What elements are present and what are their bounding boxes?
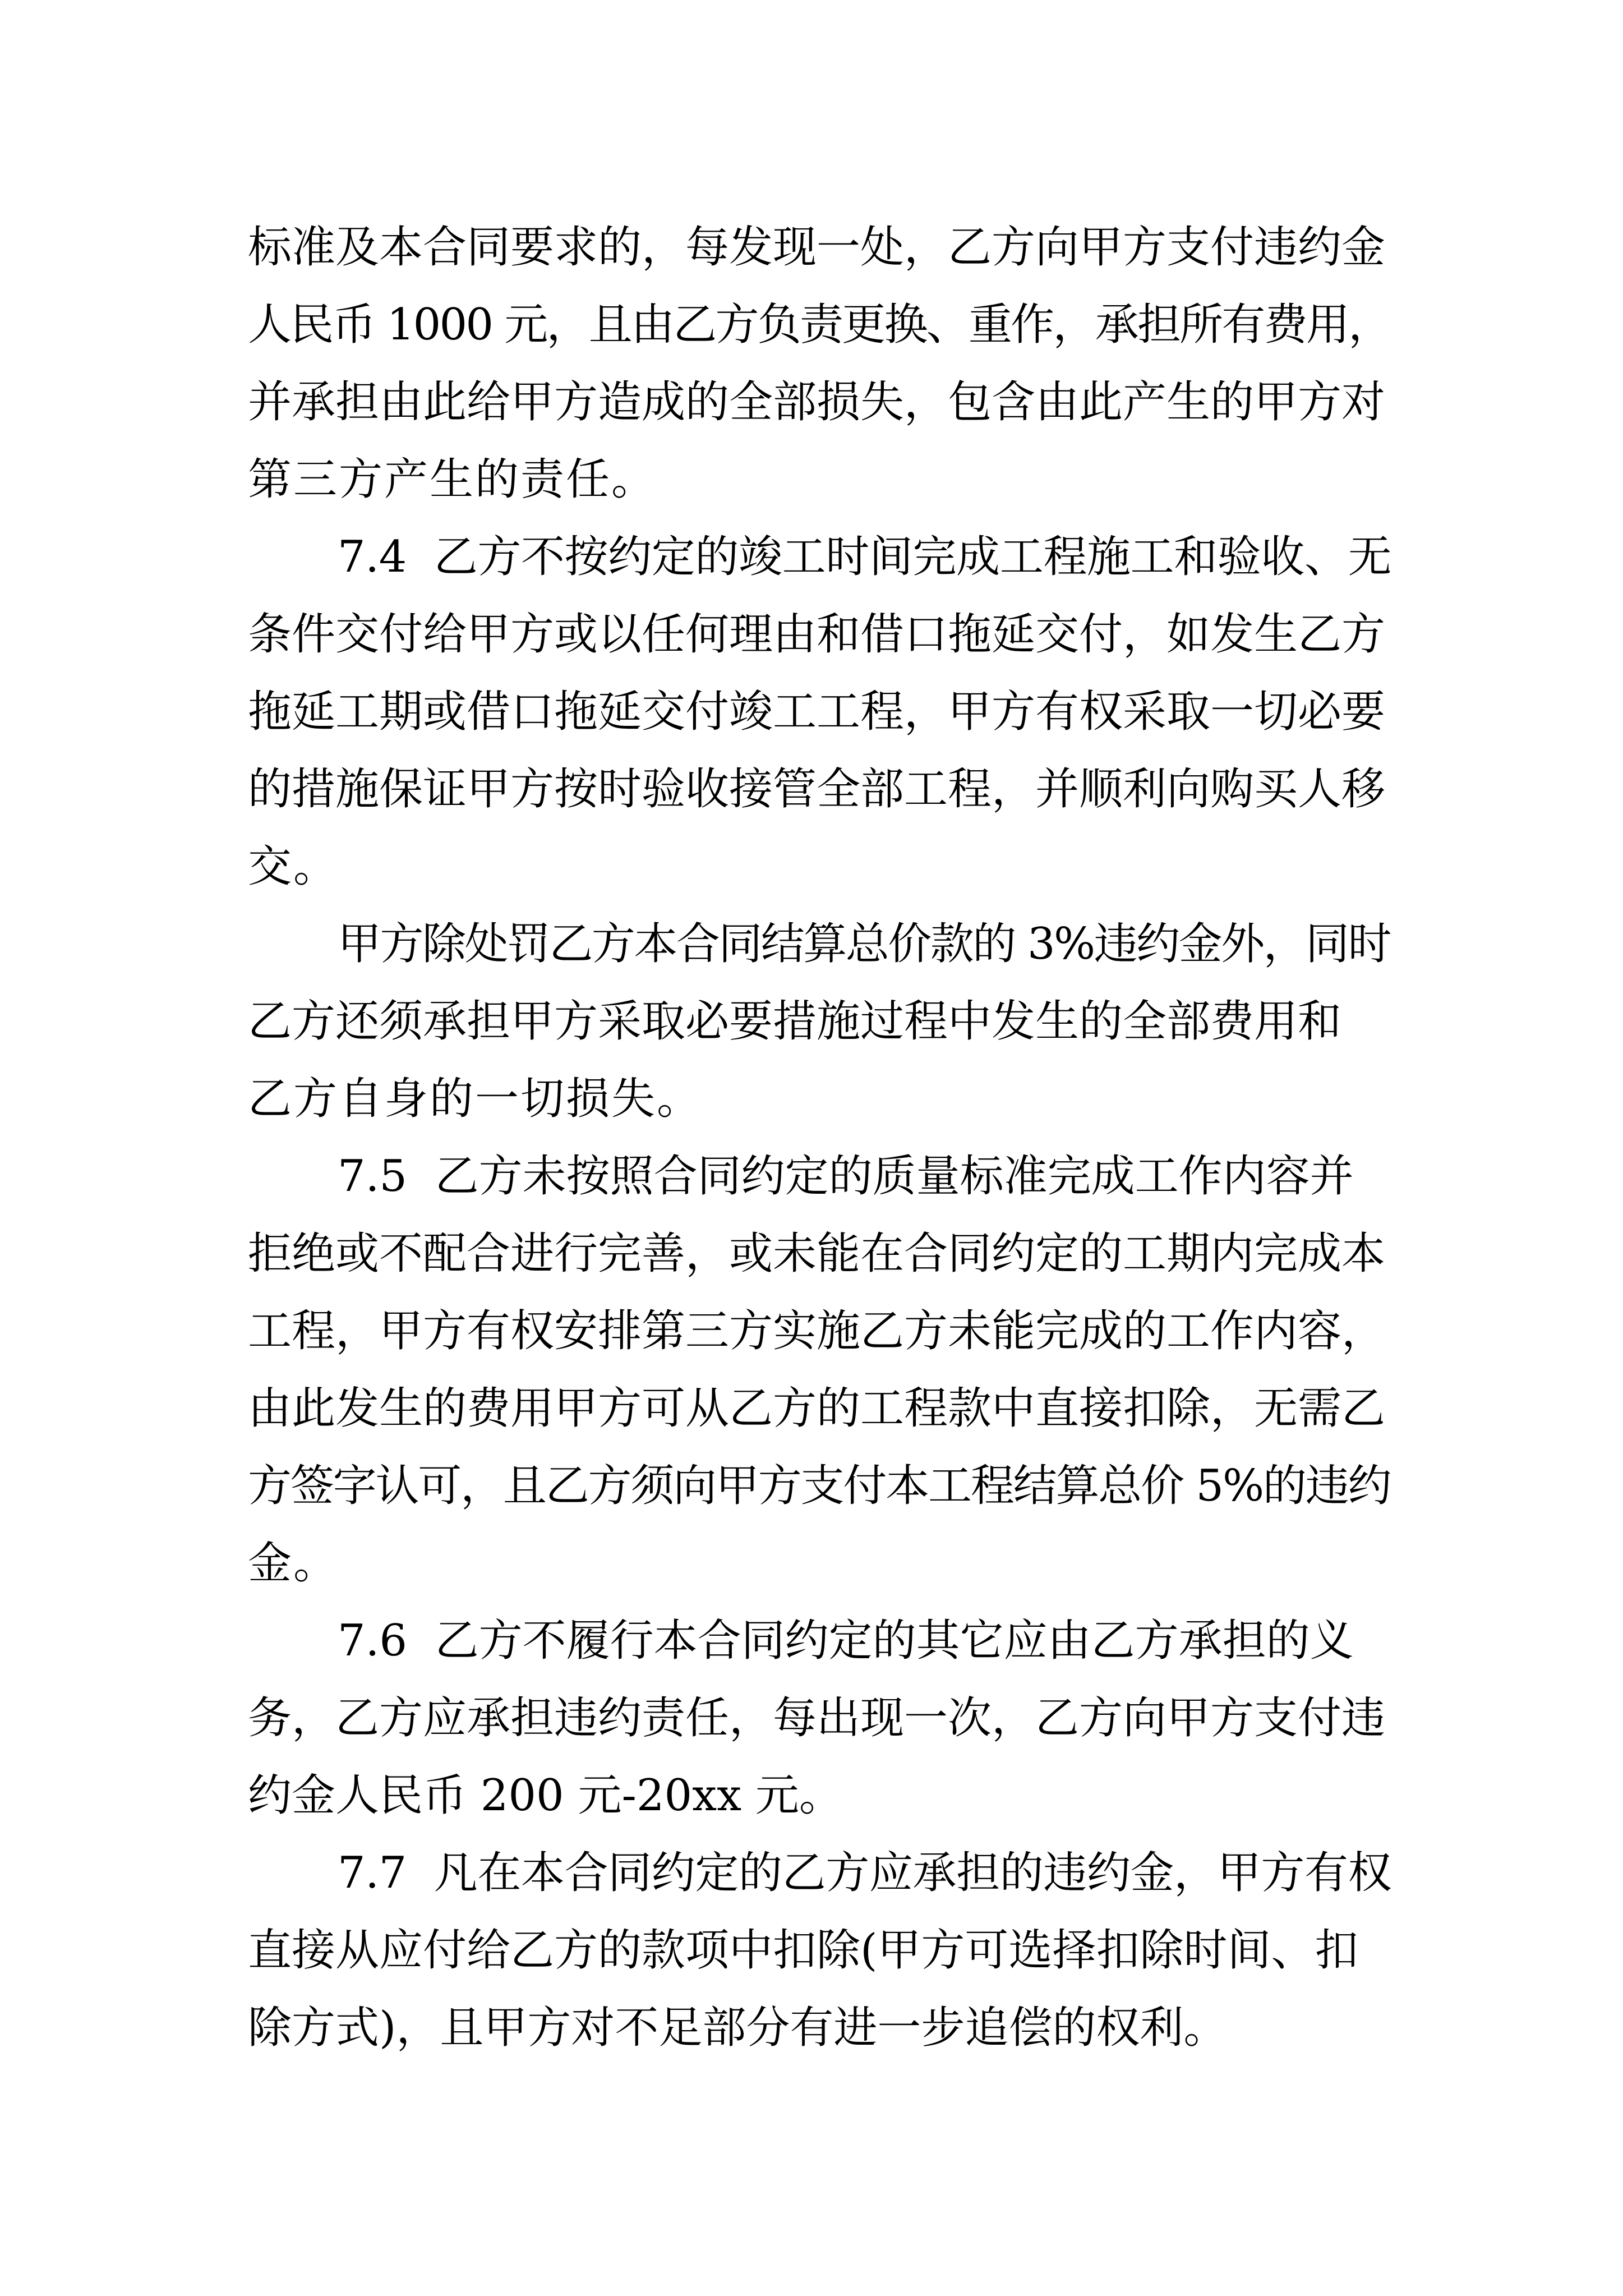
text-line: 7.4 乙方不按约定的竣工时间完成工程施工和验收、无 [338,532,1392,582]
text-line: 拖延工期或借口拖延交付竣工工程，甲方有权采取一切必要 [248,687,1386,737]
text-line: 条件交付给甲方或以任何理由和借口拖延交付，如发生乙方 [248,609,1386,660]
text-line: 甲方除处罚乙方本合同结算总价款的 3%违约金外，同时 [338,919,1391,969]
text-line: 直接从应付给乙方的款项中扣除(甲方可选择扣除时间、扣 [248,1925,1359,1976]
text-line: 由此发生的费用甲方可从乙方的工程款中直接扣除，无需乙 [248,1383,1386,1434]
text-line: 金。 [248,1538,339,1589]
text-line: 的措施保证甲方按时验收接管全部工程，并顺利向购买人移 [248,764,1386,815]
text-line: 并承担由此给甲方造成的全部损失，包含由此产生的甲方对 [248,377,1386,427]
text-line: 乙方还须承担甲方采取必要措施过程中发生的全部费用和 [248,996,1342,1047]
text-line: 7.7 凡在本合同约定的乙方应承担的违约金，甲方有权 [338,1848,1392,1898]
text-line: 除方式)，且甲方对不足部分有进一步追偿的权利。 [248,2003,1228,2053]
text-line: 工程，甲方有权安排第三方实施乙方未能完成的工作内容， [248,1306,1386,1356]
text-line: 7.6 乙方不履行本合同约定的其它应由乙方承担的义 [338,1616,1354,1666]
text-line: 标准及本合同要求的，每发现一处，乙方向甲方支付违约金 [248,222,1386,273]
text-line: 约金人民币 200 元-20xx 元。 [248,1770,843,1821]
text-line: 交。 [248,841,339,892]
text-line: 拒绝或不配合进行完善，或未能在合同约定的工期内完成本 [248,1228,1386,1279]
text-line: 7.5 乙方未按照合同约定的质量标准完成工作内容并 [338,1151,1354,1202]
text-line: 务，乙方应承担违约责任，每出现一次，乙方向甲方支付违 [248,1693,1386,1743]
text-line: 人民币 1000 元，且由乙方负责更换、重作，承担所有费用， [248,300,1391,350]
text-line: 乙方自身的一切损失。 [248,1074,703,1124]
text-line: 第三方产生的责任。 [248,454,657,505]
text-line: 方签字认可，且乙方须向甲方支付本工程结算总价 5%的违约 [248,1461,1391,1511]
